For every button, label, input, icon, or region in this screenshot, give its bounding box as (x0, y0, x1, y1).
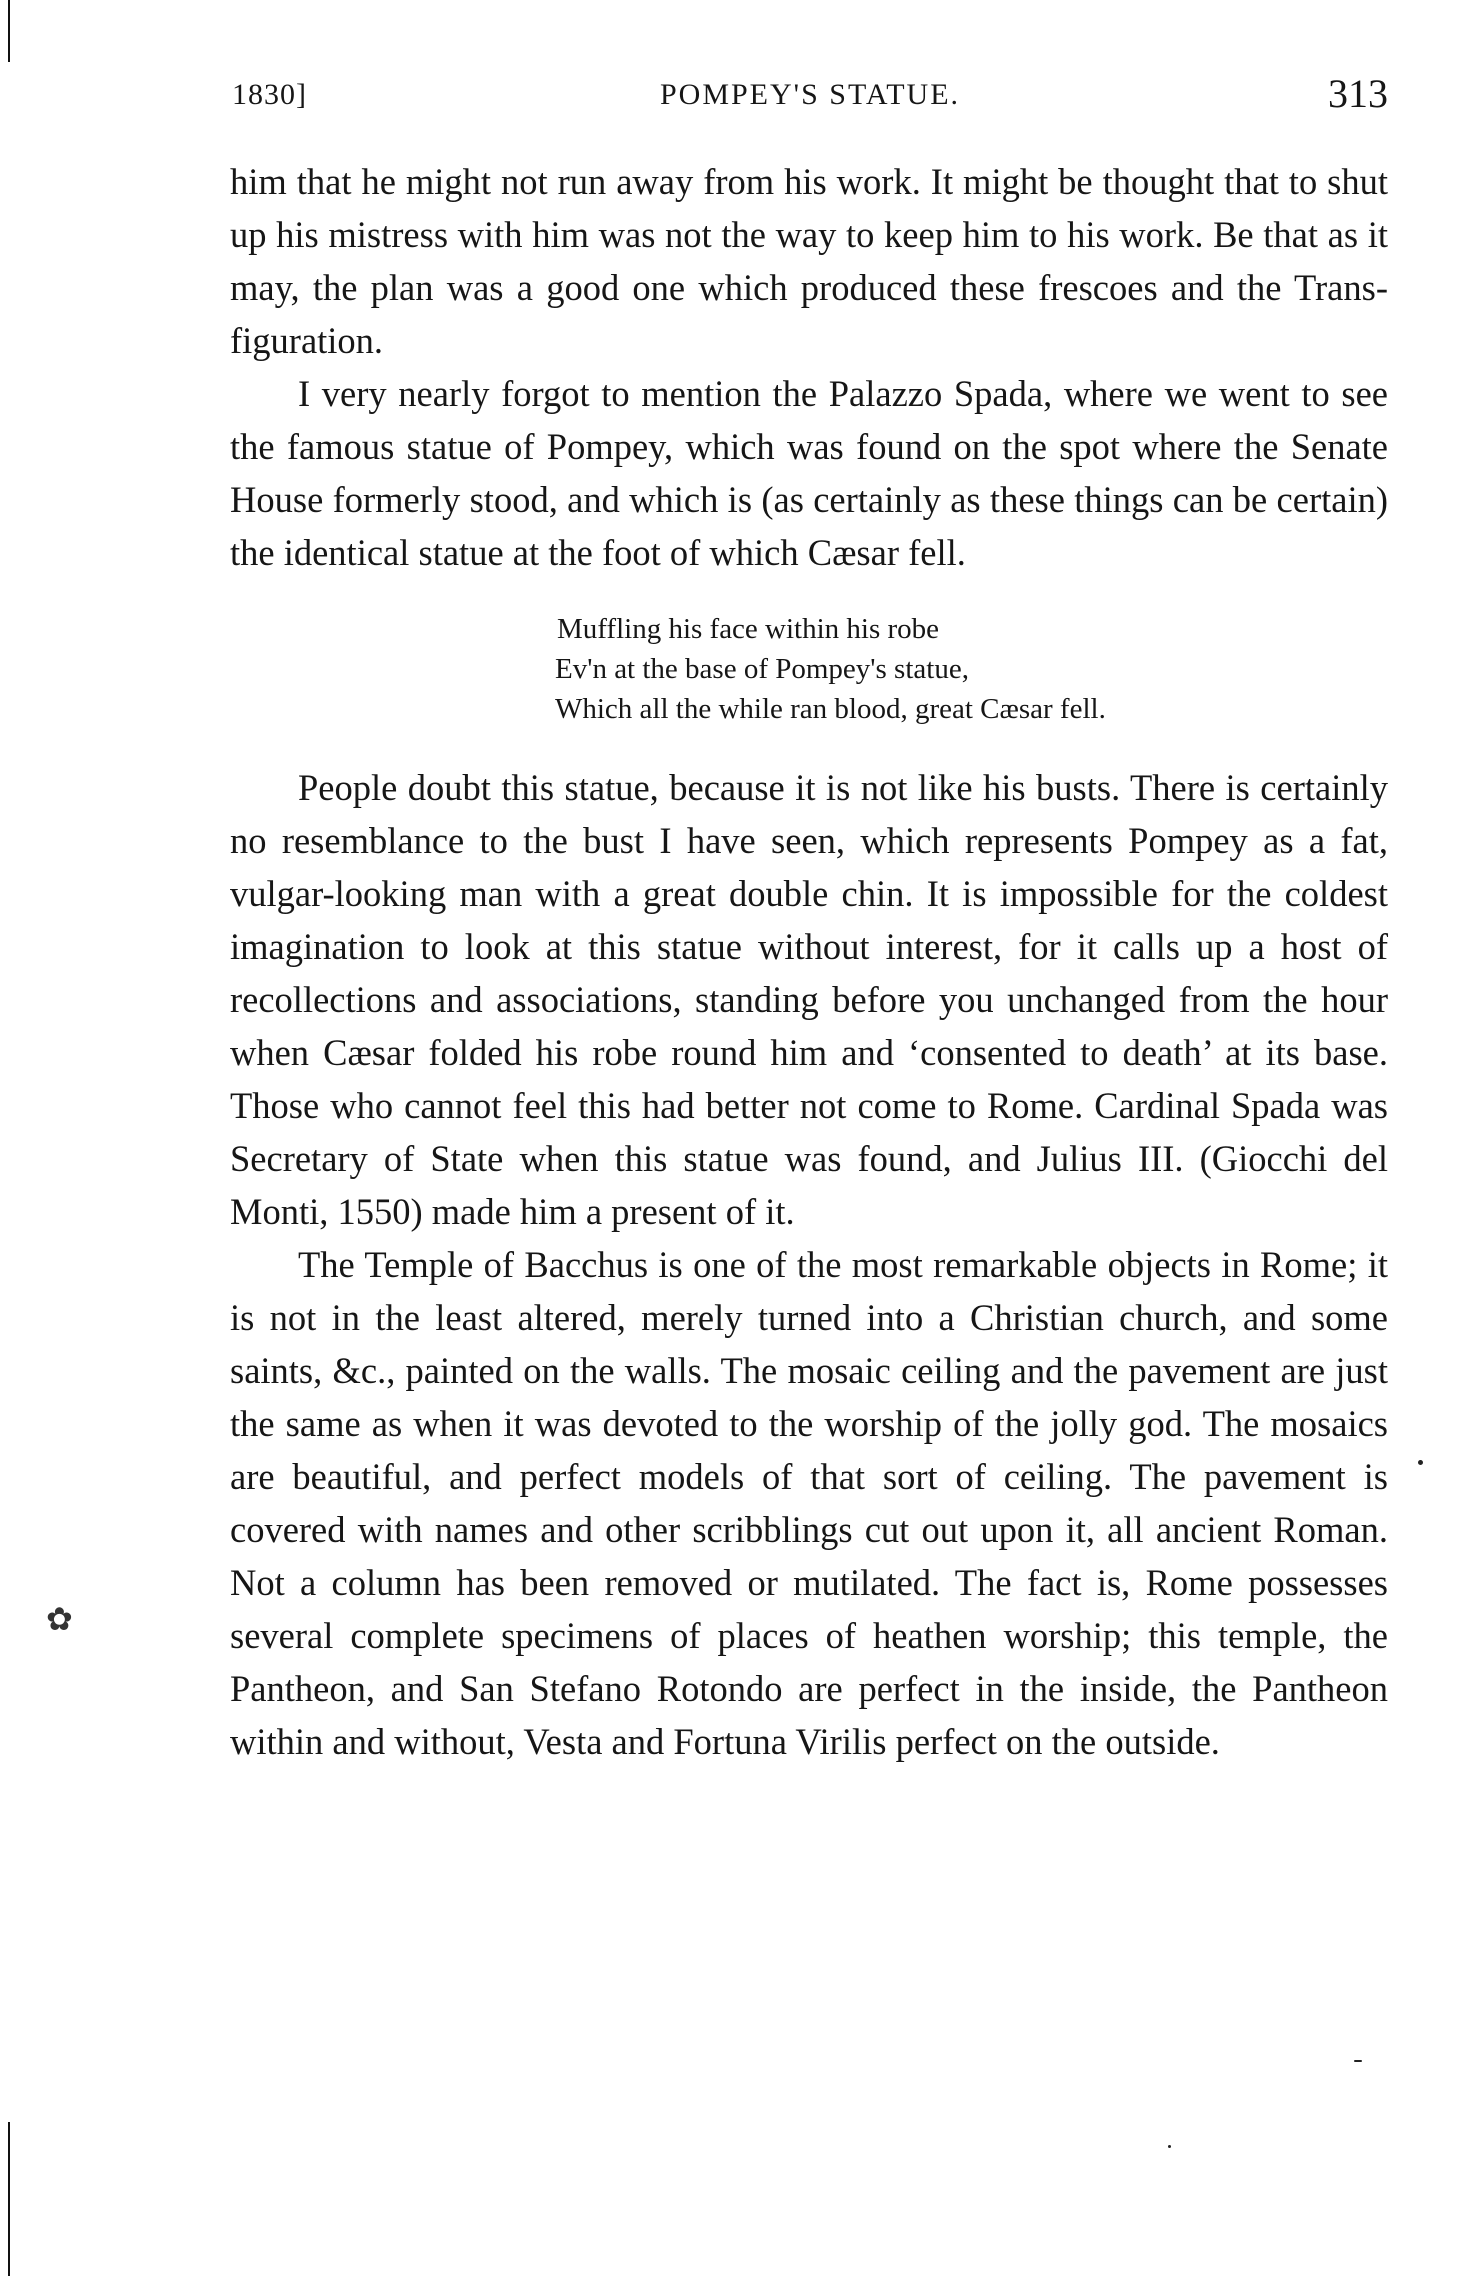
margin-ink-mark-icon: ✿ (46, 1601, 73, 1637)
ink-speck (1168, 2145, 1171, 2148)
quote-line-1: Muffling his face within his robe (557, 613, 940, 645)
ink-speck (1418, 1460, 1423, 1465)
running-header (232, 70, 1388, 130)
paragraph-2: I very nearly forgot to mention the Palazzo Spada, where we went to see the famous statue of Pompey, which was found on the spot where the Senate House formerly stood, and which is (as certainly as these things can be certain) the identical statue at the foot of which Cæsar fell. (230, 373, 1388, 573)
body-text (230, 155, 1388, 1768)
page-number: 313 (1328, 71, 1388, 116)
quote-line-2: Ev'n at the base of Pompey's statue, (555, 653, 969, 685)
header-title: POMPEY'S STATUE. (659, 78, 961, 111)
scan-edge-mark-bottom (8, 2122, 10, 2276)
quote-line-3: Which all the while ran blood, great Cæsar fell. (555, 693, 1106, 725)
verse-quotation (230, 609, 1388, 729)
scan-edge-mark-top (8, 0, 10, 62)
paragraph-3: People doubt this statue, because it is not like his busts. There is certainly no resemblance to the bust I have seen, which represents Pompey as a fat, vulgar-looking man with a great double chin. It is impossible for the coldest imagination to look at this statue without interest, for it calls up a host of recollections and associations, standing before you unchanged from the hour when Cæsar folded his robe round him and ‘consented to death’ at its base. Those who cannot feel this had better not come to Rome. Cardinal Spada was Secretary of State when this statue was found, and Julius III. (Giocchi del Monti, 1550) made him a present of it. (230, 767, 1388, 1232)
paragraph-4: The Temple of Bacchus is one of the most remarkable objects in Rome; it is not in the least altered, merely turned into a Christian church, and some saints, &c., painted on the walls. The mosaic ceiling and the pavement are just the same as when it was devoted to the worship of the jolly god. The mosaics are beautiful, and perfect models of that sort of ceiling. The pavement is covered with names and other scribblings cut out upon it, all ancient Roman. Not a column has been removed or mutilated. The fact is, Rome possesses several complete specimens of places of heathen worship; this temple, the Pantheon, and San Stefano Rotondo are perfect in the inside, the Pantheon within and without, Vesta and Fortuna Virilis perfect on the outside. (230, 1244, 1388, 1762)
header-year: 1830] (232, 78, 307, 111)
paragraph-1: him that he might not run away from his work. It might be thought that to shut up his mistress with him was not the way to keep him to his work. Be that as it may, the plan was a good one which produced these frescoes and the Transfiguration. (230, 161, 1388, 361)
ink-speck (1354, 2060, 1362, 2062)
